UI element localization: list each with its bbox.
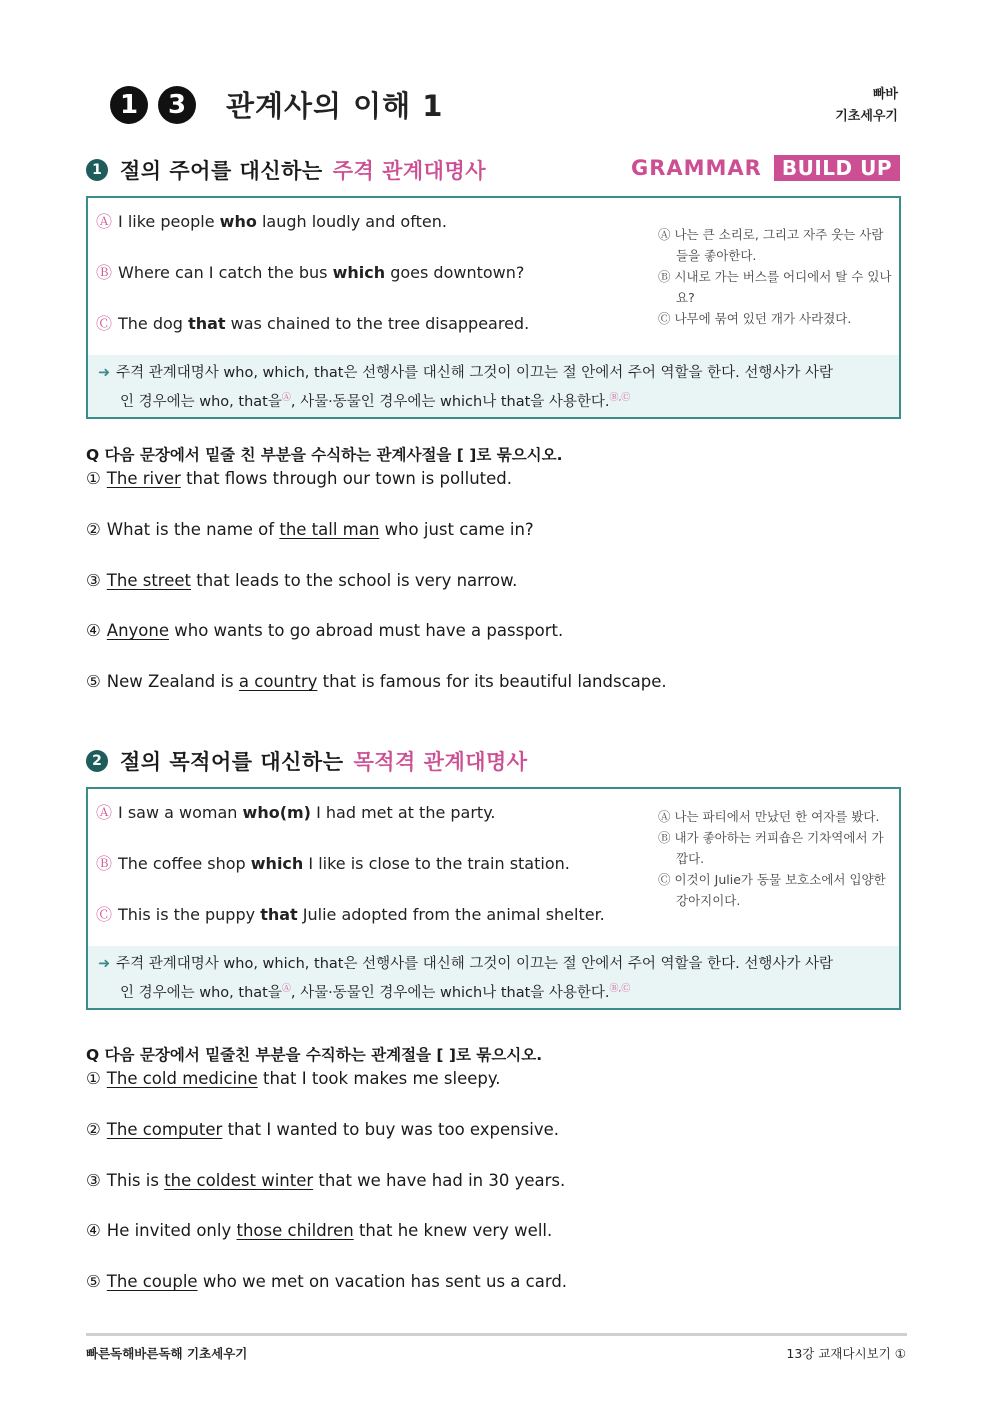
section-2-heading [86,745,528,777]
example-text: Julie adopted from the animal shelter. [302,905,605,924]
question-item [86,621,563,640]
brand-line-1: 빠바 [872,87,898,102]
section-1-title: 절의 주어를 대신하는 [120,159,323,183]
item-text: that we have had in 30 years. [318,1171,566,1190]
translation: Ⓒ 이것이 Julie가 동물 보호소에서 입양한 강아지이다. [658,872,886,908]
example-sentence [96,209,447,232]
example-sentence [96,902,605,925]
example-text: I had met at the party. [316,803,496,822]
note-text: , 사물·동물인 경우에는 which나 that을 사용한다. [290,393,610,410]
footer-page-label: 13강 교재다시보기 ① [786,1346,906,1361]
item-number: ④ [86,621,101,640]
brand-line-2: 기초세우기 [835,109,898,124]
item-text: that leads to the school is very narrow. [196,571,518,590]
lesson-number-digit-2: 3 [158,86,196,124]
note-text: 인 경우에는 who, that을 [120,393,282,410]
question-item [86,1171,565,1190]
item-number: ③ [86,571,101,590]
question-item [86,1221,552,1240]
example-sentence [96,311,529,334]
section-1-example-box [86,196,901,419]
footer-book-title: 빠른독해바른독해 기초세우기 [86,1346,248,1361]
question-prompt: Q 다음 문장에서 밑줄 친 부분을 수식하는 관계사절을 [ ]로 묶으시오. [86,446,563,464]
item-text: that I wanted to buy was too expensive. [227,1120,559,1139]
translation: Ⓒ 나무에 묶여 있던 개가 사라졌다. [658,311,852,326]
item-text: that flows through our town is polluted. [186,469,513,488]
section-1-heading [86,154,486,186]
example-text: I saw a woman [118,803,238,822]
translation: Ⓐ 나는 파티에서 만났던 한 여자를 봤다. [658,809,880,824]
example-text: The dog [118,314,183,333]
example-text: goes downtown? [390,263,525,282]
note-text: 주격 관계대명사 who, which, that은 선행사를 대신해 그것이 이끄는 절 안에서 주어 역할을 한다. 선행사가 사람 [116,956,833,972]
example-sentence [96,800,495,823]
item-number: ③ [86,1171,101,1190]
relative-pronoun: which [332,263,386,282]
example-marker: Ⓑ [96,854,113,873]
translation: Ⓐ 나는 큰 소리로, 그리고 자주 웃는 사람들을 좋아한다. [658,227,884,263]
relative-pronoun: that [260,905,298,924]
underlined-phrase: those children [236,1221,354,1240]
arrow-right-icon: ➜ [98,956,111,972]
example-sentence [96,260,524,283]
example-marker: Ⓒ [96,314,113,333]
underlined-phrase: The couple [106,1272,198,1291]
translation: Ⓑ 내가 좋아하는 커피숍은 기차역에서 가깝다. [658,830,884,866]
grammar-note [88,946,899,1008]
item-number: ⑤ [86,1272,101,1291]
note-ref: Ⓐ [281,984,291,994]
page-header [0,0,992,140]
item-number: ④ [86,1221,101,1240]
underlined-phrase: The computer [106,1120,223,1139]
item-number: ⑤ [86,672,101,691]
section-1-highlight: 주격 관계대명사 [332,159,487,183]
note-ref: Ⓑ,Ⓒ [609,393,631,403]
section-2-number: 2 [86,750,108,772]
item-number: ① [86,469,101,488]
note-text: 인 경우에는 who, that을 [120,984,282,1001]
underlined-phrase: the coldest winter [164,1171,314,1190]
question-item [86,672,667,691]
item-number: ① [86,1069,101,1088]
example-text: The coffee shop [118,854,246,873]
section-2-highlight: 목적격 관계대명사 [353,750,528,774]
example-marker: Ⓑ [96,263,113,282]
underlined-phrase: The cold medicine [106,1069,258,1088]
note-ref: Ⓑ,Ⓒ [609,984,631,994]
item-text: that is famous for its beautiful landscape. [322,672,667,691]
underlined-phrase: The river [106,469,181,488]
example-sentence [96,851,570,874]
example-text: Where can I catch the bus [118,263,328,282]
example-marker: Ⓒ [96,905,113,924]
item-number: ② [86,520,101,539]
example-text: I like is close to the train station. [308,854,570,873]
item-text: This is [106,1171,159,1190]
relative-pronoun: who(m) [242,803,311,822]
question-item [86,1120,559,1139]
brand-label [835,84,898,128]
item-text: who wants to go abroad must have a passport. [174,621,564,640]
item-text: He invited only [106,1221,232,1240]
example-marker: Ⓐ [96,803,113,822]
note-text: 주격 관계대명사 who, which, that은 선행사를 대신해 그것이 이끄는 절 안에서 주어 역할을 한다. 선행사가 사람 [116,365,833,381]
underlined-phrase: The street [106,571,191,590]
grammar-label: GRAMMAR [630,156,762,180]
question-item [86,520,534,539]
lesson-number-digit-1: 1 [110,86,148,124]
underlined-phrase: a country [238,672,318,691]
note-text: , 사물·동물인 경우에는 which나 that을 사용한다. [290,984,610,1001]
section-2-example-box [86,787,901,1010]
translation: Ⓑ 시내로 가는 버스를 어디에서 탈 수 있나요? [658,269,892,305]
section-2-title: 절의 목적어를 대신하는 [120,750,344,774]
example-marker: Ⓐ [96,212,113,231]
item-text: that I took makes me sleepy. [263,1069,501,1088]
item-number: ② [86,1120,101,1139]
example-text: was chained to the tree disappeared. [230,314,530,333]
item-text: New Zealand is [106,672,234,691]
relative-pronoun: which [250,854,304,873]
item-text: who we met on vacation has sent us a card. [202,1272,568,1291]
note-ref: Ⓐ [281,393,291,403]
translation-list [658,806,893,911]
question-item [86,1069,501,1088]
section-1-number: 1 [86,159,108,181]
item-text: who just came in? [384,520,534,539]
example-text: This is the puppy [118,905,256,924]
question-item [86,1272,567,1291]
question-prompt: Q 다음 문장에서 밑줄친 부분을 수직하는 관계절을 [ ]로 묶으시오. [86,1046,543,1064]
example-text: laugh loudly and often. [261,212,447,231]
item-text: that he knew very well. [358,1221,553,1240]
grammar-note [88,355,899,417]
relative-pronoun: who [219,212,257,231]
item-text: What is the name of [106,520,275,539]
translation-list [658,224,893,329]
underlined-phrase: the tall man [279,520,380,539]
relative-pronoun: that [188,314,226,333]
example-text: I like people [118,212,215,231]
question-item [86,571,517,590]
footer-divider [86,1333,907,1336]
page-title: 관계사의 이해 1 [226,89,444,123]
arrow-right-icon: ➜ [98,365,111,381]
grammar-buildup-tag [631,154,900,182]
underlined-phrase: Anyone [106,621,170,640]
buildup-label: BUILD UP [774,155,900,181]
question-item [86,469,512,488]
